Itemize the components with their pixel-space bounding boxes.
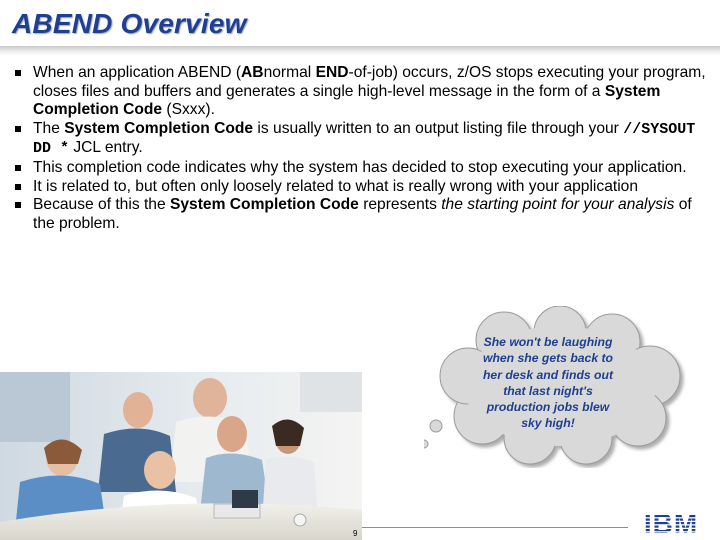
callout-line: her desk and finds out: [482, 367, 614, 382]
callout-text: [462, 334, 634, 432]
callout-line: sky high!: [521, 416, 575, 431]
office-team-illustration-icon: [0, 372, 362, 540]
bullet-italic-text: the starting point for your analysis: [441, 196, 675, 214]
jcl-code-text: //SYSOUT DD *: [33, 120, 696, 158]
bullet-text: JCL entry.: [69, 139, 143, 157]
bullet-bold-text: System Completion Code: [169, 196, 359, 214]
bullet-item: [14, 159, 709, 178]
bullet-item: [14, 120, 709, 159]
bullet-text: of the problem.: [33, 196, 692, 232]
bullet-text: (Sxxx).: [162, 101, 215, 119]
bullet-marker-icon: [15, 202, 21, 208]
callout-line: production jobs blew: [486, 400, 610, 415]
bullet-marker-icon: [15, 184, 21, 190]
bullet-item: [14, 196, 709, 233]
bullet-text: -of-job) occurs, z/OS stops executing your program, closes files and buffers and generates a single high-level message in the form of a: [33, 64, 706, 100]
bullet-bold-text: System Completion Code: [33, 82, 661, 119]
bullet-text: The: [33, 119, 65, 137]
svg-text:IBM: IBM: [643, 508, 699, 536]
bullet-text: Because of this the: [33, 196, 170, 214]
bullet-marker-icon: [15, 165, 21, 171]
slide-title: ABEND Overview: [12, 8, 247, 39]
title-divider: [0, 46, 720, 56]
bullet-marker-icon: [15, 126, 21, 132]
bullet-item: [14, 178, 709, 197]
bullet-text: It is related to, but often only loosely related to what is really wrong with your application: [33, 177, 639, 195]
page-number: 9: [353, 529, 358, 538]
bullet-text: normal: [263, 64, 316, 81]
callout-line: that last night's: [503, 383, 593, 398]
bullet-bold-text: System Completion Code: [64, 119, 254, 137]
bullet-bold-text: END: [315, 64, 349, 81]
callout-line: when she gets back to: [482, 351, 614, 366]
bullet-marker-icon: [15, 70, 21, 76]
bullet-list: [14, 64, 709, 233]
bullet-item: [14, 64, 709, 120]
bullet-text: When an application ABEND (: [33, 64, 242, 81]
bullet-bold-text: AB: [241, 64, 264, 81]
office-team-photo: [0, 372, 362, 540]
bullet-text: This completion code indicates why the system has decided to stop executing your application.: [33, 158, 687, 176]
bullet-text: is usually written to an output listing file through your: [253, 119, 624, 137]
ibm-logo-icon: [636, 508, 706, 536]
footer-divider: [362, 527, 628, 528]
bullet-text: represents: [358, 196, 442, 214]
callout-line: She won't be laughing: [483, 335, 613, 349]
